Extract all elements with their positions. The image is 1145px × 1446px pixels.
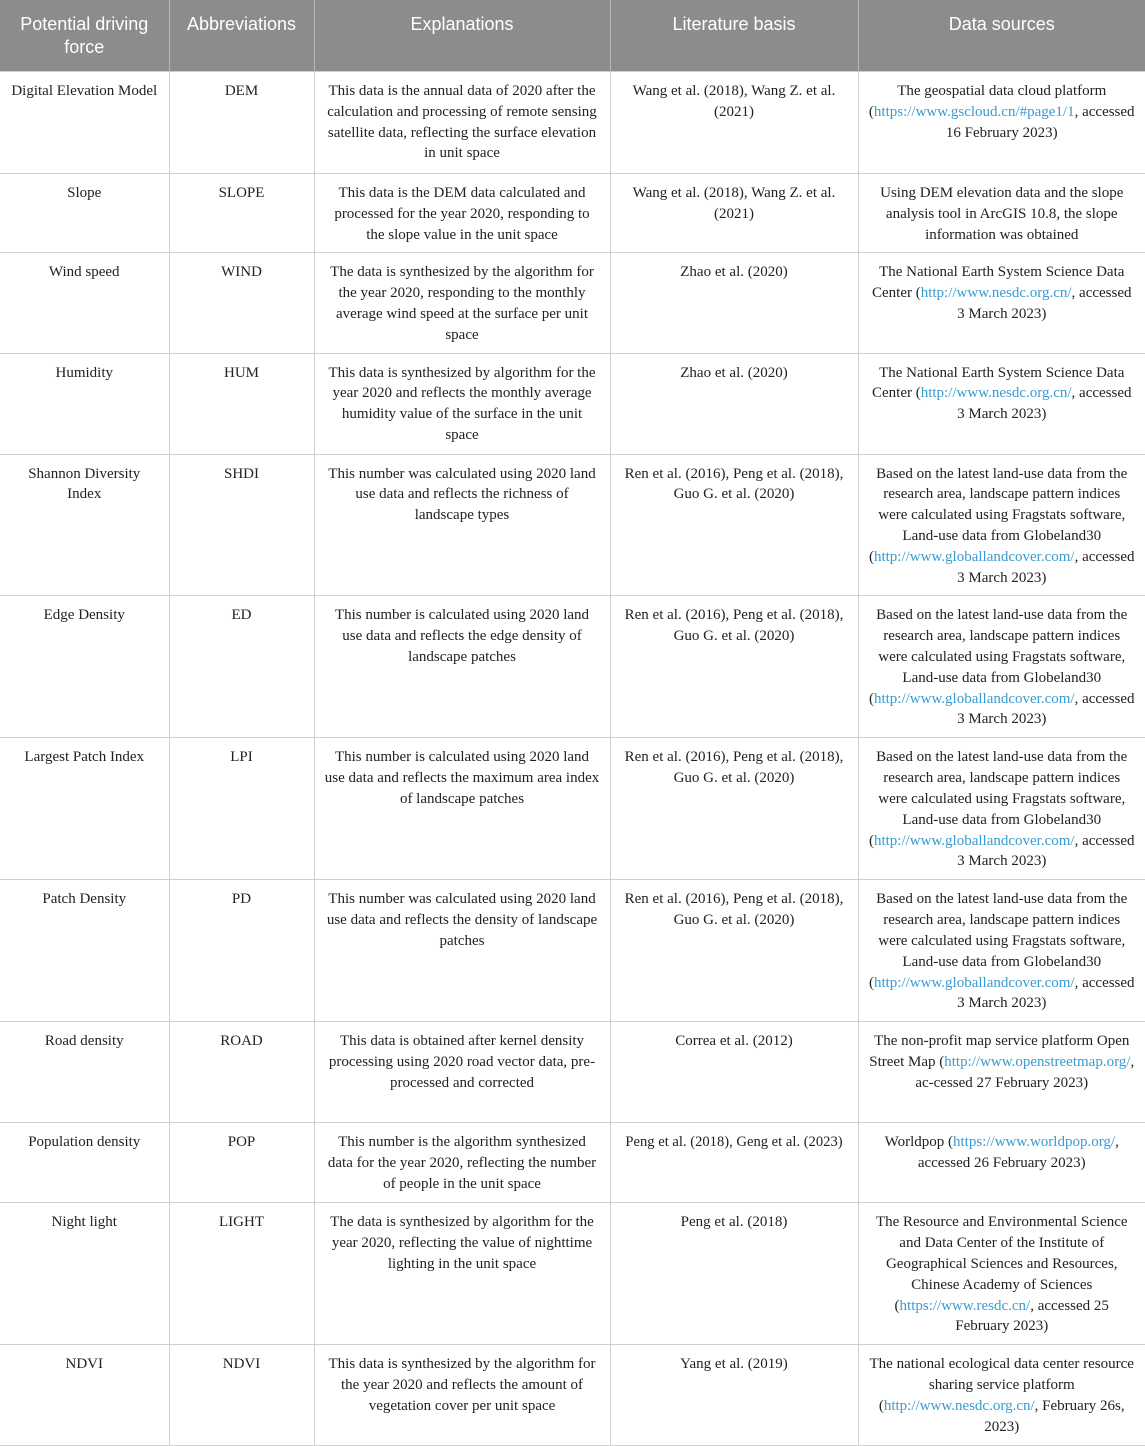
source-text: The non-profit map service platform Open Street Map ( — [869, 1033, 1130, 1071]
cell-driving-force: Shannon Diversity Index — [0, 454, 169, 596]
cell-abbreviation: LIGHT — [169, 1203, 314, 1345]
source-link[interactable]: http://www.nesdc.org.cn/ — [920, 285, 1072, 302]
cell-abbreviation: DEM — [169, 72, 314, 174]
source-text: Worldpop ( — [884, 1134, 954, 1151]
cell-literature: Peng et al. (2018) — [610, 1203, 858, 1345]
cell-driving-force: Edge Density — [0, 596, 169, 738]
cell-literature: Zhao et al. (2020) — [610, 253, 858, 353]
source-access-date: , accessed 3 March 2023) — [957, 832, 1135, 870]
source-text: The national ecological data center resource sharing service platform ( — [869, 1356, 1134, 1414]
cell-driving-force: NDVI — [0, 1345, 169, 1445]
source-text: The National Earth System Science Data Center ( — [871, 364, 1125, 402]
source-access-date: , accessed 3 March 2023) — [957, 285, 1132, 322]
source-link[interactable]: https://www.worldpop.org/ — [953, 1134, 1116, 1151]
source-access-date: , ac-cessed 27 February 2023) — [915, 1054, 1135, 1091]
source-text: The geospatial data cloud platform ( — [868, 83, 1107, 120]
source-text: The National Earth System Science Data Center ( — [871, 264, 1125, 302]
table-row — [0, 1022, 1145, 1123]
cell-data-source — [858, 353, 1145, 454]
source-text: Based on the latest land-use data from the research area, landscape pattern indices were calculated using Fragstats software, Land-use data from Globeland30 ( — [868, 891, 1128, 991]
cell-data-source — [858, 174, 1145, 253]
source-link[interactable]: http://www.globallandcover.com/ — [873, 548, 1075, 565]
source-access-date: , February 26s, 2023) — [984, 1397, 1125, 1435]
cell-data-source — [858, 1123, 1145, 1203]
cell-explanation: The data is synthesized by the algorithm for the year 2020, responding to the monthly average wind speed at the surface per unit space — [314, 253, 610, 353]
cell-driving-force: Population density — [0, 1123, 169, 1203]
cell-data-source — [858, 880, 1145, 1022]
cell-driving-force: Humidity — [0, 353, 169, 454]
cell-data-source — [858, 738, 1145, 880]
table-row — [0, 253, 1145, 353]
table-row — [0, 1123, 1145, 1203]
source-access-date: , accessed 26 February 2023) — [917, 1134, 1119, 1172]
cell-data-source — [858, 1203, 1145, 1345]
cell-driving-force: Wind speed — [0, 253, 169, 353]
cell-abbreviation: LPI — [169, 738, 314, 880]
cell-driving-force: Road density — [0, 1022, 169, 1123]
header-data-sources: Data sources — [858, 0, 1145, 72]
cell-literature: Ren et al. (2016), Peng et al. (2018), Guo G. et al. (2020) — [610, 454, 858, 596]
cell-driving-force: Digital Elevation Model — [0, 72, 169, 174]
cell-driving-force: Slope — [0, 174, 169, 253]
cell-abbreviation: SHDI — [169, 454, 314, 596]
cell-abbreviation: PD — [169, 880, 314, 1022]
header-abbreviations: Abbreviations — [169, 0, 314, 72]
table-row — [0, 174, 1145, 253]
cell-driving-force: Night light — [0, 1203, 169, 1345]
cell-abbreviation: WIND — [169, 253, 314, 353]
cell-explanation: This data is the annual data of 2020 after the calculation and processing of remote sensing satellite data, reflecting the surface elevation in unit space — [314, 72, 610, 174]
table-row — [0, 72, 1145, 174]
source-text: Using DEM elevation data and the slope analysis tool in ArcGIS 10.8, the slope information was obtained — [880, 185, 1124, 243]
header-literature-basis: Literature basis — [610, 0, 858, 72]
source-link[interactable]: https://www.gscloud.cn/#page1/1 — [873, 103, 1075, 120]
table-row — [0, 1345, 1145, 1445]
source-link[interactable]: https://www.resdc.cn/ — [899, 1297, 1031, 1314]
source-link[interactable]: http://www.globallandcover.com/ — [873, 690, 1075, 707]
cell-literature: Ren et al. (2016), Peng et al. (2018), Guo G. et al. (2020) — [610, 596, 858, 738]
cell-explanation: This number is calculated using 2020 land use data and reflects the edge density of landscape patches — [314, 596, 610, 738]
cell-explanation: This data is the DEM data calculated and processed for the year 2020, responding to the slope value in the unit space — [314, 174, 610, 253]
table-row — [0, 353, 1145, 454]
source-link[interactable]: http://www.nesdc.org.cn/ — [920, 385, 1072, 402]
source-access-date: , accessed 3 March 2023) — [957, 974, 1135, 1012]
source-access-date: , accessed 25 February 2023) — [955, 1297, 1109, 1335]
table-row — [0, 596, 1145, 738]
table-row — [0, 1203, 1145, 1345]
source-link[interactable]: http://www.globallandcover.com/ — [873, 832, 1075, 849]
cell-explanation: This number is the algorithm synthesized data for the year 2020, reflecting the number of people in the unit space — [314, 1123, 610, 1203]
cell-abbreviation: SLOPE — [169, 174, 314, 253]
source-link[interactable]: http://www.nesdc.org.cn/ — [883, 1397, 1035, 1414]
cell-literature: Correa et al. (2012) — [610, 1022, 858, 1123]
source-text: Based on the latest land-use data from the research area, landscape pattern indices were calculated using Fragstats software, Land-use data from Globeland30 ( — [868, 749, 1128, 849]
source-access-date: , accessed 3 March 2023) — [957, 548, 1135, 586]
cell-explanation: This data is synthesized by algorithm for the year 2020 and reflects the monthly average humidity value of the surface in the unit space — [314, 353, 610, 454]
cell-data-source — [858, 72, 1145, 174]
source-text: The Resource and Environmental Science and Data Center of the Institute of Geographical Sciences and Resources, Chinese Academy of Sciences ( — [875, 1214, 1128, 1314]
source-link[interactable]: http://www.globallandcover.com/ — [873, 974, 1075, 991]
cell-literature: Yang et al. (2019) — [610, 1345, 858, 1445]
header-explanations: Explanations — [314, 0, 610, 72]
cell-data-source — [858, 253, 1145, 353]
source-access-date: , accessed 16 February 2023) — [945, 103, 1135, 141]
source-link[interactable]: http://www.openstreetmap.org/ — [944, 1054, 1131, 1071]
cell-literature: Wang et al. (2018), Wang Z. et al. (2021) — [610, 174, 858, 253]
cell-abbreviation: HUM — [169, 353, 314, 454]
cell-abbreviation: ROAD — [169, 1022, 314, 1123]
table-row — [0, 880, 1145, 1022]
cell-literature: Ren et al. (2016), Peng et al. (2018), Guo G. et al. (2020) — [610, 738, 858, 880]
cell-literature: Ren et al. (2016), Peng et al. (2018), Guo G. et al. (2020) — [610, 880, 858, 1022]
cell-literature: Peng et al. (2018), Geng et al. (2023) — [610, 1123, 858, 1203]
cell-data-source — [858, 596, 1145, 738]
source-text: Based on the latest land-use data from the research area, landscape pattern indices were calculated using Fragstats software, Land-use data from Globeland30 ( — [868, 607, 1128, 707]
cell-explanation: This number was calculated using 2020 land use data and reflects the richness of landscape types — [314, 454, 610, 596]
cell-explanation: This number was calculated using 2020 land use data and reflects the density of landscape patches — [314, 880, 610, 1022]
source-access-date: , accessed 3 March 2023) — [957, 385, 1132, 423]
cell-abbreviation: NDVI — [169, 1345, 314, 1445]
cell-data-source — [858, 454, 1145, 596]
cell-explanation: This data is obtained after kernel density processing using 2020 road vector data, pre-processed and corrected — [314, 1022, 610, 1123]
cell-driving-force: Largest Patch Index — [0, 738, 169, 880]
cell-data-source — [858, 1345, 1145, 1445]
cell-explanation: The data is synthesized by algorithm for the year 2020, reflecting the value of nighttime lighting in the unit space — [314, 1203, 610, 1345]
cell-driving-force: Patch Density — [0, 880, 169, 1022]
source-text: Based on the latest land-use data from the research area, landscape pattern indices were calculated using Fragstats software, Land-use data from Globeland30 ( — [868, 465, 1128, 565]
cell-literature: Zhao et al. (2020) — [610, 353, 858, 454]
table-body — [0, 72, 1145, 1446]
cell-explanation: This data is synthesized by the algorithm for the year 2020 and reflects the amount of vegetation cover per unit space — [314, 1345, 610, 1445]
header-row — [0, 0, 1145, 72]
cell-data-source — [858, 1022, 1145, 1123]
table-row — [0, 454, 1145, 596]
table-header — [0, 0, 1145, 72]
table-row — [0, 738, 1145, 880]
header-potential-driving-force: Potential driving force — [0, 0, 169, 72]
cell-literature: Wang et al. (2018), Wang Z. et al. (2021) — [610, 72, 858, 174]
cell-abbreviation: POP — [169, 1123, 314, 1203]
cell-abbreviation: ED — [169, 596, 314, 738]
cell-explanation: This number is calculated using 2020 land use data and reflects the maximum area index of landscape patches — [314, 738, 610, 880]
source-access-date: , accessed 3 March 2023) — [957, 690, 1135, 728]
